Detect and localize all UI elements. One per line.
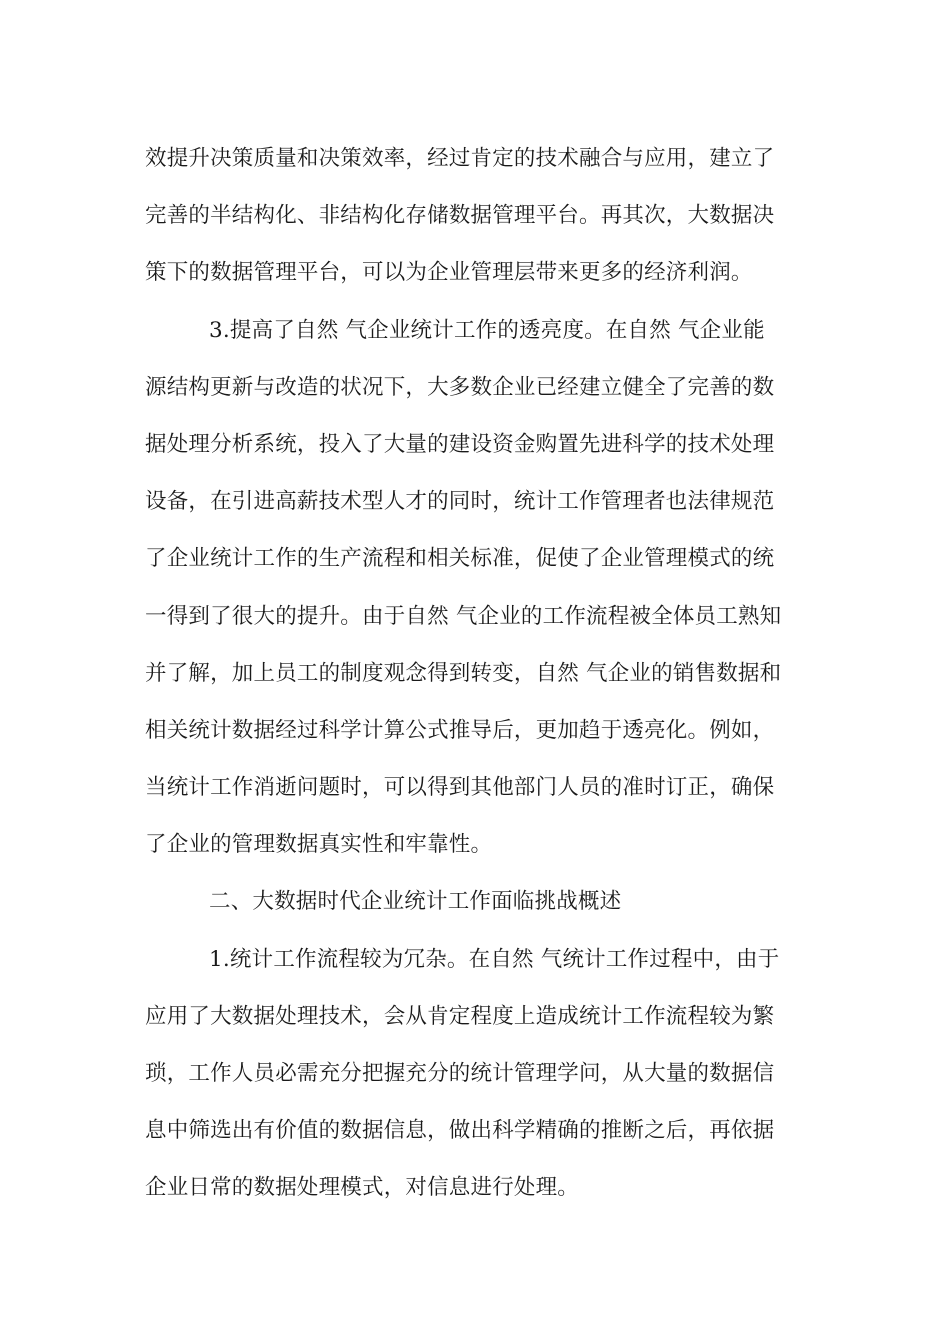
text-line: 策下的数据管理平台，可以为企业管理层带来更多的经济利润。	[145, 260, 753, 286]
text-line: 据处理分析系统，投入了大量的建设资金购置先进科学的技术处理	[145, 431, 775, 457]
text-line: 琐，工作人员必需充分把握充分的统计管理学问，从大量的数据信	[145, 1061, 775, 1086]
text-line: 息中筛选出有价值的数据信息，做出科学精确的推断之后，再依据	[145, 1118, 775, 1144]
text-line: 了企业统计工作的生产流程和相关标准，促使了企业管理模式的统	[145, 546, 775, 572]
text-line: 一得到了很大的提升。由于自然 气企业的工作流程被全体员工熟知	[145, 603, 782, 629]
document-body	[145, 130, 809, 1217]
text-line: 当统计工作消逝问题时，可以得到其他部门人员的准时订正，确保	[145, 775, 775, 801]
section-heading: 二、大数据时代企业统计工作面临挑战概述	[209, 889, 622, 915]
text-line: 应用了大数据处理技术，会从肯定程度上造成统计工作流程较为繁	[145, 1003, 775, 1029]
text-line: 并了解，加上员工的制度观念得到转变，自然 气企业的销售数据和	[145, 660, 782, 686]
paragraph-start-line: 3.提高了自然 气企业统计工作的透亮度。在自然 气企业能	[209, 317, 765, 343]
text-line: 源结构更新与改造的状况下，大多数企业已经建立健全了完善的数	[145, 374, 775, 400]
text-line: 了企业的管理数据真实性和牢靠性。	[145, 832, 493, 858]
text-line: 相关统计数据经过科学计算公式推导后，更加趋于透亮化。例如，	[145, 717, 775, 743]
text-line: 完善的半结构化、非结构化存储数据管理平台。再其次，大数据决	[145, 203, 775, 229]
paragraph-start-line: 1.统计工作流程较为冗杂。在自然 气统计工作过程中，由于	[209, 946, 780, 972]
text-line: 设备，在引进高薪技术型人才的同时，统计工作管理者也法律规范	[145, 489, 775, 515]
text-line: 效提升决策质量和决策效率，经过肯定的技术融合与应用，建立了	[145, 146, 775, 171]
text-line: 企业日常的数据处理模式，对信息进行处理。	[145, 1175, 580, 1201]
